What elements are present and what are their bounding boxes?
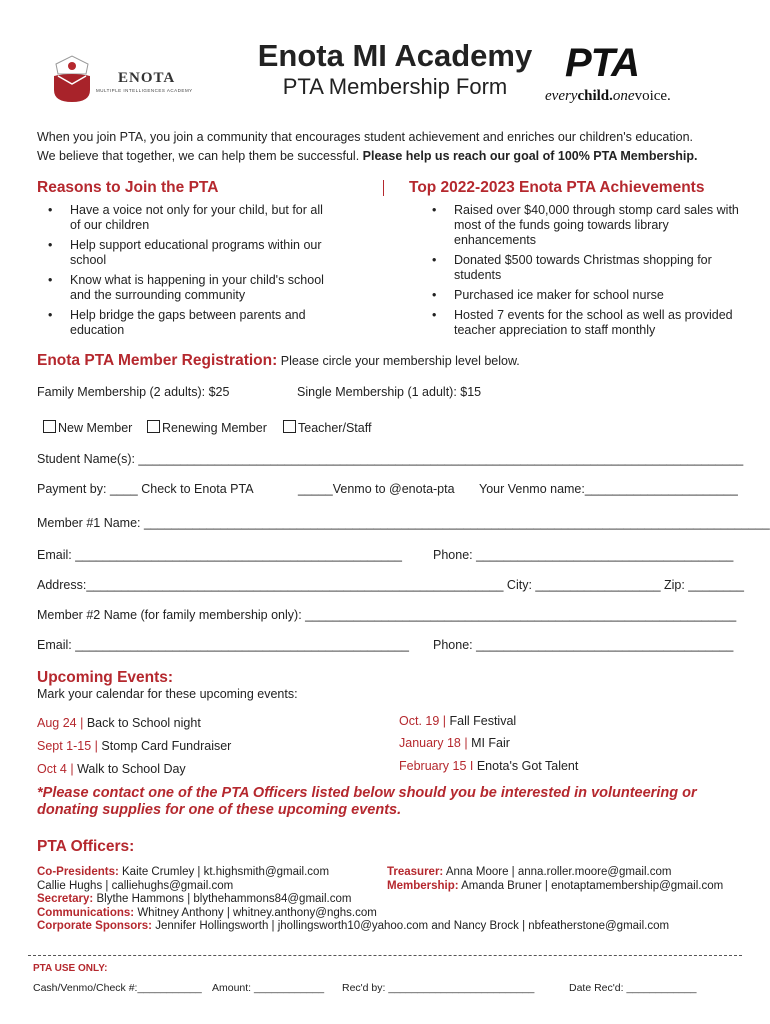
event-item — [37, 716, 201, 730]
officers-list-right — [387, 866, 723, 893]
list-item: • Purchased ice maker for school nurse — [420, 288, 750, 303]
events-heading: Upcoming Events: — [37, 669, 174, 686]
officers-heading: PTA Officers: — [37, 838, 135, 855]
venmo-name-field[interactable]: Your Venmo name:______________________ — [479, 482, 738, 496]
volunteer-note: *Please contact one of the PTA Officers listed below should you be interested in volunteering or donating supplies for one of these upcoming events. — [37, 785, 697, 818]
footer-divider — [28, 955, 742, 956]
intro-line-2 — [37, 149, 737, 163]
payment-check-field[interactable]: Payment by: ____ Check to Enota PTA — [37, 482, 254, 496]
list-item: • Hosted 7 events for the school as well as provided teacher appreciation to staff monthly — [420, 308, 750, 338]
pta-logo-word: PTA — [565, 41, 640, 85]
teacher-staff-checkbox-row[interactable] — [283, 420, 371, 435]
event-name: Stomp Card Fundraiser — [101, 739, 232, 753]
officer-secretary — [37, 893, 747, 907]
school-logo-subtitle: MULTIPLE INTELLIGENCES ACADEMY — [96, 88, 193, 93]
payment-venmo-field[interactable]: _____Venmo to @enota-pta — [298, 482, 455, 496]
footer-recd-by-field[interactable]: Rec'd by: _________________________ — [342, 982, 535, 994]
event-date: Oct 4 | — [37, 762, 74, 776]
event-item — [399, 714, 516, 728]
event-date: Aug 24 | — [37, 716, 84, 730]
event-date: Oct. 19 | — [399, 714, 447, 728]
tagline-one: one — [612, 88, 635, 104]
teacher-staff-checkbox[interactable] — [283, 420, 296, 433]
officer-label: Treasurer: — [387, 866, 444, 878]
list-item: • Help support educational programs within our school — [36, 238, 336, 268]
officer-contact: Kaite Crumley | kt.highsmith@gmail.com — [122, 866, 330, 878]
member1-email-field[interactable]: Email: _______________________________________________ — [37, 548, 402, 562]
officer-membership — [387, 880, 723, 894]
achievements-list — [420, 203, 750, 343]
intro-line-1: When you join PTA, you join a community that encourages student achievement and enriches our children's education. — [37, 130, 693, 144]
officer-contact: Jennifer Hollingsworth | jhollingsworth10@yahoo.com and Nancy Brock | nbfeatherstone@gmail.com — [155, 920, 670, 932]
achievements-heading: Top 2022-2023 Enota PTA Achievements — [409, 179, 705, 196]
member2-email-field[interactable]: Email: ________________________________________________ — [37, 638, 409, 652]
event-name: MI Fair — [471, 736, 510, 750]
event-item — [37, 762, 186, 776]
tagline-every: every — [545, 88, 578, 104]
student-names-field[interactable]: Student Name(s): _______________________________________________________________________________________ — [37, 452, 744, 466]
officer-label: Co-Presidents: — [37, 866, 119, 878]
school-logo — [52, 50, 212, 110]
officer-contact: Amanda Bruner | enotaptamembership@gmail.com — [461, 879, 724, 892]
member2-phone-field[interactable]: Phone: _____________________________________ — [433, 638, 734, 652]
officer-label: Membership: — [387, 879, 459, 892]
new-member-checkbox-row[interactable] — [43, 420, 132, 435]
page-title: Enota MI Academy — [257, 38, 533, 73]
officer-treasurer — [387, 866, 723, 880]
tagline-child: child. — [577, 88, 613, 104]
school-logo-word: ENOTA — [118, 70, 176, 86]
officer-label: Secretary: — [37, 893, 94, 905]
member1-phone-field[interactable]: Phone: _____________________________________ — [433, 548, 734, 562]
officer-communications — [37, 907, 747, 921]
list-item: • Raised over $40,000 through stomp card sales with most of the funds going towards library enhancements — [420, 203, 750, 248]
event-date: January 18 | — [399, 736, 468, 750]
member2-name-field[interactable]: Member #2 Name (for family membership only): ______________________________________________________________ — [37, 608, 737, 622]
list-item: • Donated $500 towards Christmas shopping for students — [420, 253, 750, 283]
family-membership-option[interactable]: Family Membership (2 adults): $25 — [37, 385, 230, 399]
footer-date-recd-field[interactable]: Date Rec'd: ____________ — [569, 982, 697, 994]
intro-line-2-text: We believe that together, we can help them be successful. — [37, 149, 360, 163]
school-crest-icon — [52, 54, 92, 104]
new-member-checkbox[interactable] — [43, 420, 56, 433]
tagline-voice: voice. — [634, 88, 671, 104]
reasons-heading: Reasons to Join the PTA — [37, 179, 219, 196]
single-membership-option[interactable]: Single Membership (1 adult): $15 — [297, 385, 482, 399]
page-subtitle: PTA Membership Form — [282, 74, 508, 99]
registration-heading-row — [37, 352, 520, 370]
teacher-staff-label: Teacher/Staff — [298, 421, 372, 435]
events-intro: Mark your calendar for these upcoming events: — [37, 687, 298, 701]
event-name: Walk to School Day — [77, 762, 186, 776]
registration-instruction: Please circle your membership level below. — [280, 354, 520, 368]
address-field[interactable]: Address:____________________________________________________________ City: __________________ Zip: ________ — [37, 578, 744, 592]
officer-contact: Anna Moore | anna.roller.moore@gmail.com — [445, 866, 672, 878]
registration-heading: Enota PTA Member Registration: — [37, 352, 278, 369]
footer-amount-field[interactable]: Amount: ____________ — [212, 982, 325, 994]
event-name: Fall Festival — [449, 714, 517, 728]
event-item — [37, 739, 231, 753]
event-name: Back to School night — [86, 716, 201, 730]
officer-contact: Blythe Hammons | blythehammons84@gmail.com — [96, 893, 352, 905]
officer-contact: Whitney Anthony | whitney.anthony@nghs.com — [137, 906, 377, 919]
footer-label: PTA USE ONLY: — [33, 963, 108, 974]
list-item: • Help bridge the gaps between parents and education — [36, 308, 336, 338]
intro-goal: Please help us reach our goal of 100% PTA Membership. — [362, 149, 698, 163]
officer-label: Communications: — [37, 906, 135, 919]
event-name: Enota's Got Talent — [476, 759, 579, 773]
event-date: February 15 I — [399, 759, 474, 773]
pta-logo — [545, 41, 695, 107]
officer-copresident-2: Callie Hughs | calliehughs@gmail.com — [37, 879, 234, 892]
renewing-member-checkbox[interactable] — [147, 420, 160, 433]
member1-name-field[interactable]: Member #1 Name: __________________________________________________________________________________________ — [37, 516, 770, 530]
footer-cash-field[interactable]: Cash/Venmo/Check #:___________ — [33, 982, 202, 994]
renewing-member-checkbox-row[interactable] — [147, 420, 267, 435]
new-member-label: New Member — [58, 421, 133, 435]
pta-tagline — [545, 88, 671, 105]
event-item — [399, 759, 578, 773]
column-divider — [383, 180, 384, 196]
event-date: Sept 1-15 | — [37, 739, 98, 753]
list-item: • Have a voice not only for your child, but for all of our children — [36, 203, 336, 233]
list-item: • Know what is happening in your child's school and the surrounding community — [36, 273, 336, 303]
renewing-member-label: Renewing Member — [162, 421, 267, 435]
officer-sponsors — [37, 920, 747, 934]
event-item — [399, 736, 510, 750]
reasons-list — [36, 203, 336, 343]
officer-label: Corporate Sponsors: — [37, 920, 153, 932]
